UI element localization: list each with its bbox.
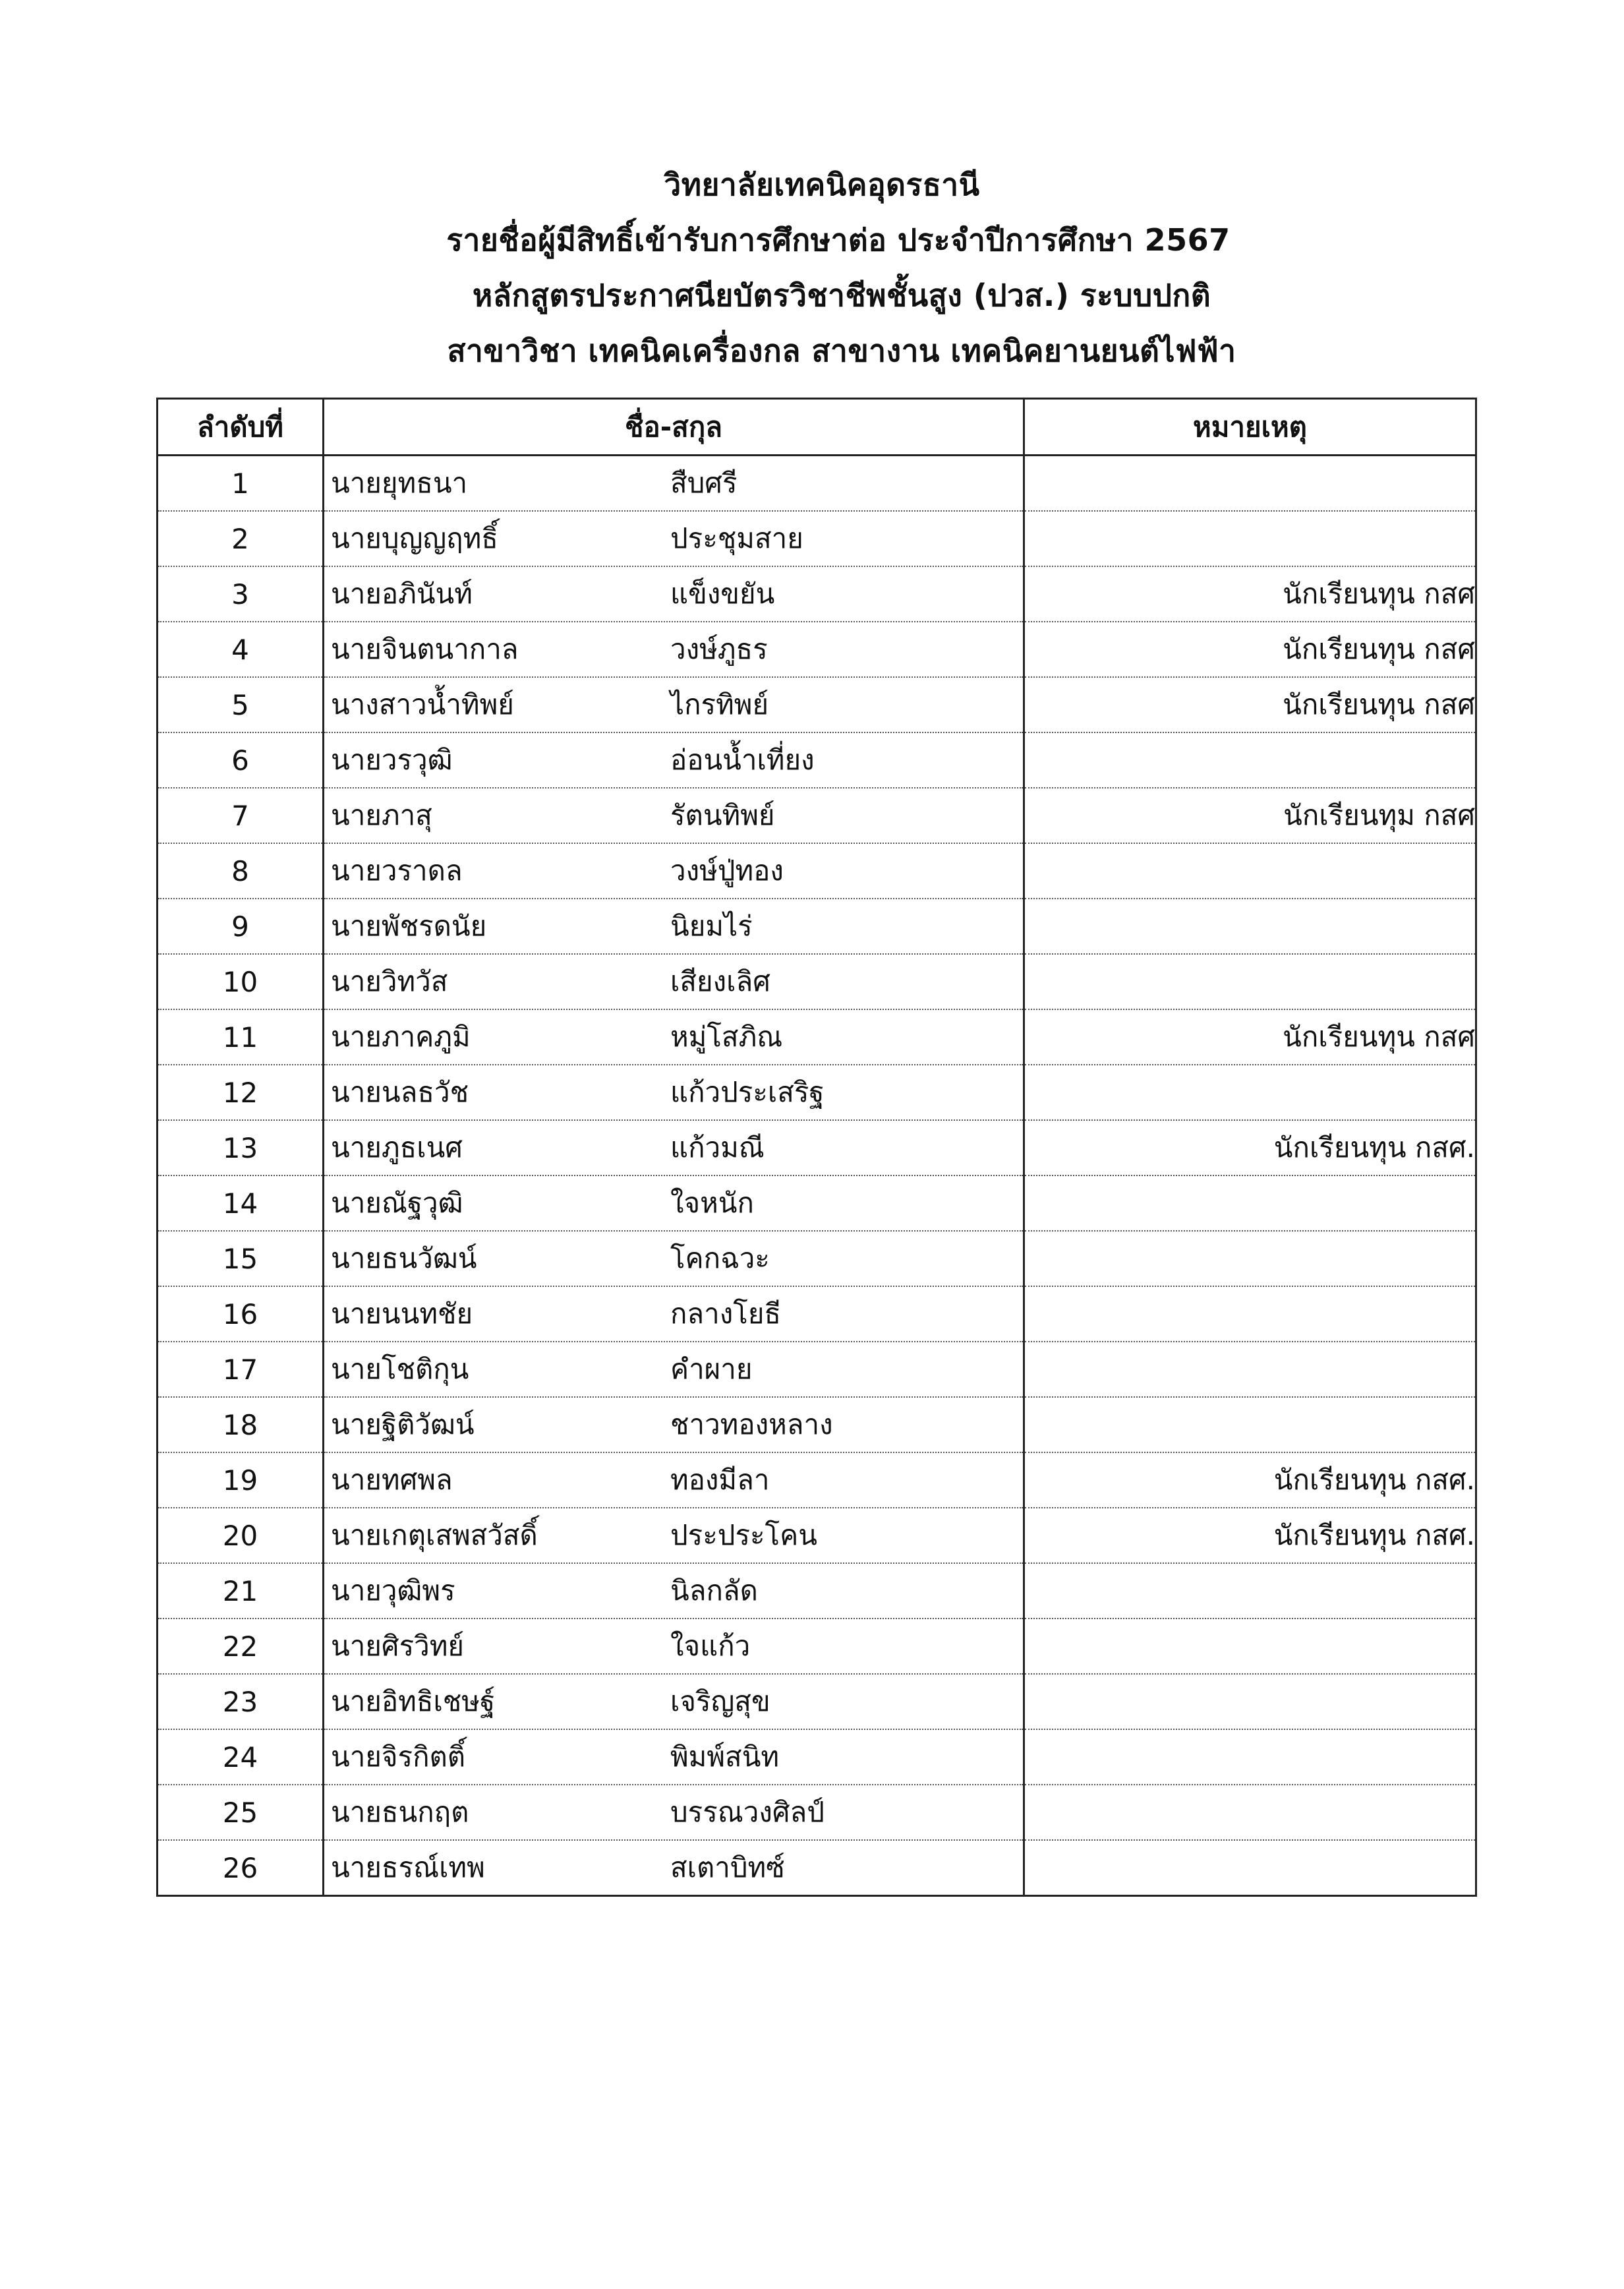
- student-name-cell: [324, 1619, 1024, 1674]
- program-name: หลักสูตรประกาศนียบัตรวิชาชีพชั้นสูง (ปวส.) ระบบปกติ: [472, 278, 1211, 313]
- student-last-name: นิยมไร่: [670, 910, 753, 942]
- row-number: 25: [158, 1785, 324, 1840]
- student-last-name: ชาวทองหลาง: [670, 1408, 833, 1441]
- student-name-cell: [324, 511, 1024, 566]
- row-note: [1024, 732, 1476, 788]
- row-number: 11: [158, 1009, 324, 1065]
- student-first-name: นายวุฒิพร: [331, 1574, 455, 1607]
- institution-name: วิทยาลัยเทคนิคอุดรธานี: [664, 167, 980, 202]
- row-number: 9: [158, 899, 324, 954]
- row-number: 7: [158, 788, 324, 843]
- table-row: [158, 1231, 1476, 1286]
- student-first-name: นายอิทธิเชษฐ์: [331, 1685, 496, 1717]
- student-first-name: นายอภินันท์: [331, 578, 473, 610]
- department-name: สาขาวิชา เทคนิคเครื่องกล สาขางาน เทคนิคยานยนต์ไฟฟ้า: [447, 333, 1236, 369]
- row-note: [1024, 1674, 1476, 1729]
- row-number: 17: [158, 1342, 324, 1397]
- student-last-name: คำผาย: [670, 1353, 753, 1385]
- student-first-name: นายฐิติวัฒน์: [331, 1408, 475, 1441]
- student-first-name: นายจิรกิตติ์: [331, 1740, 466, 1773]
- student-last-name: กลางโยธี: [670, 1297, 782, 1330]
- student-last-name: รัตนทิพย์: [670, 799, 775, 831]
- row-number: 3: [158, 566, 324, 622]
- student-last-name: ประประโคน: [670, 1519, 817, 1551]
- student-first-name: นายบุญญฤทธิ์: [331, 522, 498, 554]
- row-number: 2: [158, 511, 324, 566]
- table-row: [158, 732, 1476, 788]
- student-last-name: วงษ์ภูธร: [670, 633, 768, 665]
- student-first-name: นายโชติกุน: [331, 1353, 469, 1385]
- student-name-cell: [324, 622, 1024, 677]
- student-last-name: แก้วประเสริฐ: [670, 1076, 825, 1108]
- student-last-name: เจริญสุข: [670, 1685, 770, 1717]
- student-first-name: นายวรวุฒิ: [331, 744, 453, 776]
- student-last-name: สืบศรี: [670, 467, 738, 499]
- table-row: [158, 788, 1476, 843]
- student-last-name: แก้วมณี: [670, 1131, 765, 1164]
- table-row: [158, 622, 1476, 677]
- table-row: [158, 1619, 1476, 1674]
- student-name-cell: [324, 1286, 1024, 1342]
- table-row: [158, 1342, 1476, 1397]
- student-first-name: นายภาสุ: [331, 799, 432, 831]
- table-row: [158, 843, 1476, 899]
- student-first-name: นายธรณ์เทพ: [331, 1851, 485, 1884]
- student-name-cell: [324, 1342, 1024, 1397]
- table-row: [158, 1120, 1476, 1175]
- table-row: [158, 511, 1476, 566]
- table-row: [158, 1508, 1476, 1563]
- document-title: รายชื่อผู้มีสิทธิ์เข้ารับการศึกษาต่อ ประจำปีการศึกษา 2567: [446, 222, 1231, 258]
- row-number: 20: [158, 1508, 324, 1563]
- student-last-name: บรรณวงศิลป์: [670, 1796, 825, 1828]
- student-first-name: นายพัชรดนัย: [331, 910, 487, 942]
- row-number: 23: [158, 1674, 324, 1729]
- student-first-name: นายวิทวัส: [331, 965, 448, 997]
- student-name-cell: [324, 456, 1024, 512]
- student-first-name: นายทศพล: [331, 1464, 453, 1496]
- row-number: 24: [158, 1729, 324, 1785]
- student-first-name: นายยุทธนา: [331, 467, 468, 499]
- student-first-name: นายธนกฤต: [331, 1796, 469, 1828]
- student-name-cell: [324, 1452, 1024, 1508]
- student-name-cell: [324, 677, 1024, 732]
- row-note: นักเรียนทุน กสศ: [1024, 622, 1476, 677]
- student-first-name: นายภาคภูมิ: [331, 1021, 471, 1053]
- row-note: นักเรียนทุม กสศ: [1024, 788, 1476, 843]
- row-number: 10: [158, 954, 324, 1009]
- student-last-name: ไกรทิพย์: [670, 688, 769, 721]
- column-header-name: ชื่อ-สกุล: [324, 399, 1024, 456]
- student-first-name: นายภูธเนศ: [331, 1131, 463, 1164]
- student-first-name: นายวราดล: [331, 854, 463, 887]
- table-row: [158, 1785, 1476, 1840]
- row-note: นักเรียนทุน กสศ: [1024, 677, 1476, 732]
- row-note: นักเรียนทุน กสศ: [1024, 1009, 1476, 1065]
- row-number: 15: [158, 1231, 324, 1286]
- row-number: 5: [158, 677, 324, 732]
- row-number: 19: [158, 1452, 324, 1508]
- row-note: [1024, 511, 1476, 566]
- student-name-cell: [324, 1065, 1024, 1120]
- table-row: [158, 954, 1476, 1009]
- table-header-row: [158, 399, 1476, 456]
- row-note: [1024, 1397, 1476, 1452]
- student-name-cell: [324, 1397, 1024, 1452]
- row-note: [1024, 1563, 1476, 1619]
- row-number: 8: [158, 843, 324, 899]
- row-note: [1024, 456, 1476, 512]
- student-last-name: หมู่โสภิณ: [670, 1021, 783, 1053]
- student-name-cell: [324, 732, 1024, 788]
- row-note: [1024, 1342, 1476, 1397]
- row-note: นักเรียนทุน กสศ: [1024, 566, 1476, 622]
- student-name-cell: [324, 1009, 1024, 1065]
- row-number: 13: [158, 1120, 324, 1175]
- row-number: 1: [158, 456, 324, 512]
- student-first-name: นางสาวน้ำทิพย์: [331, 688, 514, 721]
- row-number: 21: [158, 1563, 324, 1619]
- row-note: [1024, 1286, 1476, 1342]
- table-row: [158, 566, 1476, 622]
- student-name-cell: [324, 1120, 1024, 1175]
- row-number: 4: [158, 622, 324, 677]
- student-name-cell: [324, 788, 1024, 843]
- student-name-cell: [324, 1508, 1024, 1563]
- row-number: 16: [158, 1286, 324, 1342]
- row-note: [1024, 954, 1476, 1009]
- table-row: [158, 1065, 1476, 1120]
- student-last-name: โคกฉวะ: [670, 1242, 770, 1274]
- table-row: [158, 456, 1476, 512]
- table-row: [158, 1563, 1476, 1619]
- row-note: [1024, 1175, 1476, 1231]
- student-name-cell: [324, 1231, 1024, 1286]
- document-header: [0, 157, 1624, 378]
- table-row: [158, 1840, 1476, 1896]
- student-first-name: นายจินตนากาล: [331, 633, 519, 665]
- student-name-cell: [324, 843, 1024, 899]
- student-last-name: พิมพ์สนิท: [670, 1740, 780, 1773]
- row-note: [1024, 1619, 1476, 1674]
- student-first-name: นายเกตุเสพสวัสดิ์: [331, 1519, 538, 1551]
- table-row: [158, 899, 1476, 954]
- student-roster-table: [156, 398, 1477, 1897]
- row-note: [1024, 1840, 1476, 1896]
- row-number: 6: [158, 732, 324, 788]
- row-note: [1024, 1231, 1476, 1286]
- row-number: 22: [158, 1619, 324, 1674]
- student-last-name: ทองมีลา: [670, 1464, 770, 1496]
- student-first-name: นายนลธวัช: [331, 1076, 469, 1108]
- row-number: 12: [158, 1065, 324, 1120]
- row-number: 26: [158, 1840, 324, 1896]
- student-last-name: ประชุมสาย: [670, 522, 803, 554]
- student-name-cell: [324, 1674, 1024, 1729]
- student-first-name: นายนนทชัย: [331, 1297, 473, 1330]
- table-row: [158, 1674, 1476, 1729]
- student-last-name: สเตาบิทซ์: [670, 1851, 785, 1884]
- row-number: 18: [158, 1397, 324, 1452]
- student-last-name: อ่อนน้ำเที่ยง: [670, 744, 815, 776]
- row-number: 14: [158, 1175, 324, 1231]
- student-last-name: เสียงเลิศ: [670, 965, 770, 997]
- student-first-name: นายธนวัฒน์: [331, 1242, 477, 1274]
- student-name-cell: [324, 1840, 1024, 1896]
- student-name-cell: [324, 566, 1024, 622]
- row-note: [1024, 1065, 1476, 1120]
- column-header-number: ลำดับที่: [158, 399, 324, 456]
- table-row: [158, 1452, 1476, 1508]
- student-last-name: แข็งขยัน: [670, 578, 775, 610]
- table-row: [158, 677, 1476, 732]
- student-last-name: นิลกลัด: [670, 1574, 758, 1607]
- student-name-cell: [324, 1175, 1024, 1231]
- row-note: นักเรียนทุน กสศ.: [1024, 1508, 1476, 1563]
- student-last-name: ใจแก้ว: [670, 1630, 751, 1662]
- student-name-cell: [324, 1785, 1024, 1840]
- student-name-cell: [324, 954, 1024, 1009]
- row-note: นักเรียนทุน กสศ.: [1024, 1120, 1476, 1175]
- student-first-name: นายณัฐวุฒิ: [331, 1187, 463, 1219]
- table-body: [158, 456, 1476, 1896]
- column-header-note: หมายเหตุ: [1024, 399, 1476, 456]
- row-note: [1024, 899, 1476, 954]
- table-row: [158, 1729, 1476, 1785]
- row-note: [1024, 1729, 1476, 1785]
- table-row: [158, 1286, 1476, 1342]
- student-name-cell: [324, 1563, 1024, 1619]
- student-name-cell: [324, 899, 1024, 954]
- student-first-name: นายศิรวิทย์: [331, 1630, 465, 1662]
- student-last-name: ใจหนัก: [670, 1187, 754, 1219]
- student-last-name: วงษ์ปู่ทอง: [670, 854, 784, 887]
- row-note: [1024, 1785, 1476, 1840]
- row-note: นักเรียนทุน กสศ.: [1024, 1452, 1476, 1508]
- table-row: [158, 1175, 1476, 1231]
- student-name-cell: [324, 1729, 1024, 1785]
- table-row: [158, 1009, 1476, 1065]
- table-row: [158, 1397, 1476, 1452]
- row-note: [1024, 843, 1476, 899]
